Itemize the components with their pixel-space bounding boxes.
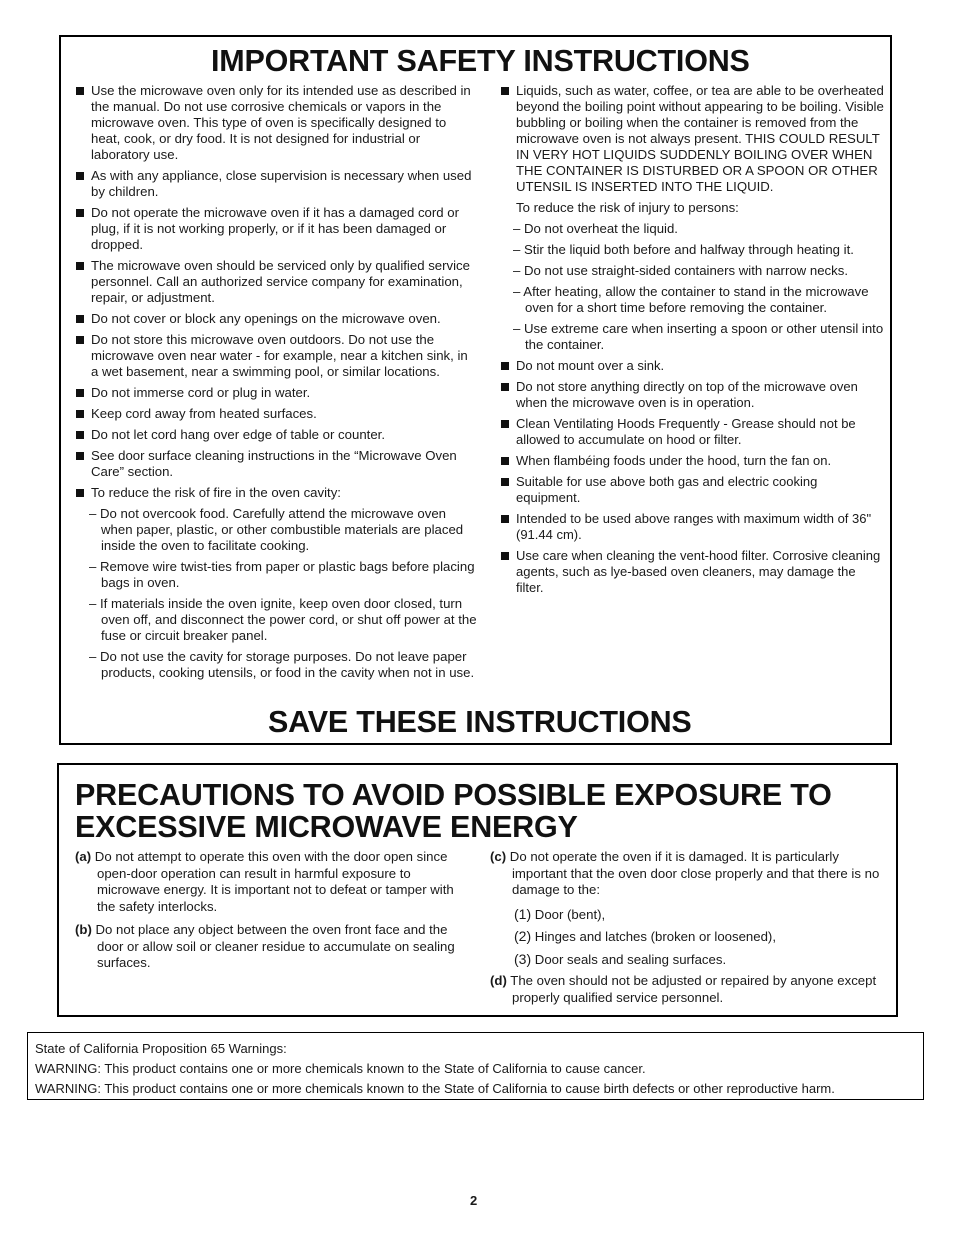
safety-right-column	[500, 83, 885, 601]
injury-subitem: – After heating, allow the container to stand in the microwave oven for a short time before removing the container.	[513, 284, 869, 315]
damage-item	[514, 951, 885, 969]
damage-item	[514, 928, 885, 946]
safety-left-list	[75, 83, 477, 501]
precautions-right-column	[490, 849, 885, 1013]
safety-instructions-box	[59, 35, 892, 745]
prop65-warning-box	[27, 1032, 924, 1100]
prop65-warning-reproductive: WARNING: This product contains one or more chemicals known to the State of California to cause birth defects or other reproductive harm.	[35, 1081, 835, 1096]
safety-left-column	[75, 83, 477, 686]
injury-intro: To reduce the risk of injury to persons:	[516, 200, 739, 215]
precaution-label: (d)	[490, 973, 507, 988]
fire-subitem: – Remove wire twist-ties from paper or plastic bags before placing bags in oven.	[89, 559, 475, 590]
list-item: To reduce the risk of fire in the oven cavity:	[75, 485, 477, 501]
prop65-heading: State of California Proposition 65 Warnings:	[35, 1041, 287, 1056]
list-item: Use care when cleaning the vent-hood filter. Corrosive cleaning agents, such as lye-based oven cleaners, may damage the filter.	[500, 548, 885, 596]
list-item: Intended to be used above ranges with maximum width of 36" (91.44 cm).	[500, 511, 885, 543]
list-item: Do not cover or block any openings on the microwave oven.	[75, 311, 477, 327]
precaution-text: Do not operate the oven if it is damaged. It is particularly important that the oven door close properly and that there is no damage to the:	[509, 849, 880, 897]
list-item: Do not operate the microwave oven if it has a damaged cord or plug, if it is not working properly, or if it has been damaged or dropped.	[75, 205, 477, 253]
list-item: Use the microwave oven only for its intended use as described in the manual. Do not use corrosive chemicals or vapors in the microwave oven. This type of oven is specifically designed to heat, cook, or dry food. It is not designed for industrial or laboratory use.	[75, 83, 477, 163]
damage-item-number: (1)	[514, 905, 532, 922]
list-item: Keep cord away from heated surfaces.	[75, 406, 477, 422]
precaution-text: Do not attempt to operate this oven with the door open since open-door operation can result in harmful exposure to microwave energy. It is important not to defeat or tamper with the safety interlocks.	[94, 849, 454, 914]
precaution-label: (a)	[75, 849, 92, 864]
precaution-b	[75, 922, 465, 972]
injury-subitem: – Stir the liquid both before and halfway through heating it.	[513, 242, 854, 257]
damage-item-number: (2)	[514, 928, 532, 944]
safety-title: IMPORTANT SAFETY INSTRUCTIONS	[211, 44, 750, 78]
page-number: 2	[470, 1193, 478, 1208]
precaution-label: (b)	[75, 922, 92, 937]
precaution-d	[490, 973, 885, 1006]
damage-item-number: (3)	[514, 950, 532, 967]
injury-subitem: – Use extreme care when inserting a spoon or other utensil into the container.	[513, 321, 884, 352]
list-item: As with any appliance, close supervision is necessary when used by children.	[75, 168, 477, 200]
precaution-c	[490, 849, 885, 899]
list-item: Clean Ventilating Hoods Frequently - Grease should not be allowed to accumulate on hood or filter.	[500, 416, 885, 448]
precaution-text: The oven should not be adjusted or repaired by anyone except properly qualified service personnel.	[510, 973, 877, 1005]
list-item: Do not let cord hang over edge of table or counter.	[75, 427, 477, 443]
list-item: See door surface cleaning instructions in the “Microwave Oven Care” section.	[75, 448, 477, 480]
list-item: When flambéing foods under the hood, turn the fan on.	[500, 453, 885, 469]
list-item: Do not store this microwave oven outdoors. Do not use the microwave oven near water - for example, near a kitchen sink, in a wet basement, near a swimming pool, or similar locations.	[75, 332, 477, 380]
damage-item-text: Door (bent),	[534, 906, 606, 922]
damage-item-text: Door seals and sealing surfaces.	[534, 951, 727, 967]
precaution-text: Do not place any object between the oven front face and the door or allow soil or cleaner residue to accumulate on sealing surfaces.	[95, 922, 455, 970]
precautions-box	[57, 763, 898, 1017]
damage-item-text: Hinges and latches (broken or loosened),	[534, 929, 776, 944]
list-item: Do not mount over a sink.	[500, 358, 885, 374]
precautions-title: PRECAUTIONS TO AVOID POSSIBLE EXPOSURE TO EXCESSIVE MICROWAVE ENERGY	[75, 778, 832, 844]
list-item: The microwave oven should be serviced only by qualified service personnel. Call an authorized service company for examination, repair, or adjustment.	[75, 258, 477, 306]
list-item: Liquids, such as water, coffee, or tea are able to be overheated beyond the boiling point without appearing to be boiling. Visible bubbling or boiling when the container is removed from the microwave oven is not always present. THIS COULD RESULT IN VERY HOT LIQUIDS SUDDENLY BOILING OVER WHEN THE CONTAINER IS DISTURBED OR A SPOON OR OTHER UTENSIL IS INSERTED INTO THE LIQUID.	[500, 83, 885, 195]
list-item: Suitable for use above both gas and electric cooking equipment.	[500, 474, 885, 506]
injury-subitem: – Do not use straight-sided containers with narrow necks.	[513, 263, 848, 278]
list-item: Do not store anything directly on top of the microwave oven when the microwave oven is in operation.	[500, 379, 885, 411]
fire-subitem: – Do not use the cavity for storage purposes. Do not leave paper products, cooking utensils, or food in the cavity when not in use.	[89, 649, 475, 680]
precautions-left-column	[75, 849, 465, 979]
list-item: Do not immerse cord or plug in water.	[75, 385, 477, 401]
save-instructions-title: SAVE THESE INSTRUCTIONS	[268, 705, 692, 739]
fire-subitem: – Do not overcook food. Carefully attend the microwave oven when paper, plastic, or other combustible materials are placed inside the oven to facilitate cooking.	[89, 506, 464, 553]
precaution-a	[75, 849, 465, 915]
damage-item	[514, 906, 885, 924]
injury-subitem: – Do not overheat the liquid.	[513, 221, 678, 236]
safety-right-list	[500, 358, 885, 596]
prop65-warning-cancer: WARNING: This product contains one or more chemicals known to the State of California to cause cancer.	[35, 1061, 646, 1076]
liquids-list	[500, 83, 885, 195]
precaution-label: (c)	[490, 849, 507, 864]
fire-subitem: – If materials inside the oven ignite, keep oven door closed, turn oven off, and disconnect the power cord, or shut off power at the fuse or circuit breaker panel.	[89, 596, 477, 643]
